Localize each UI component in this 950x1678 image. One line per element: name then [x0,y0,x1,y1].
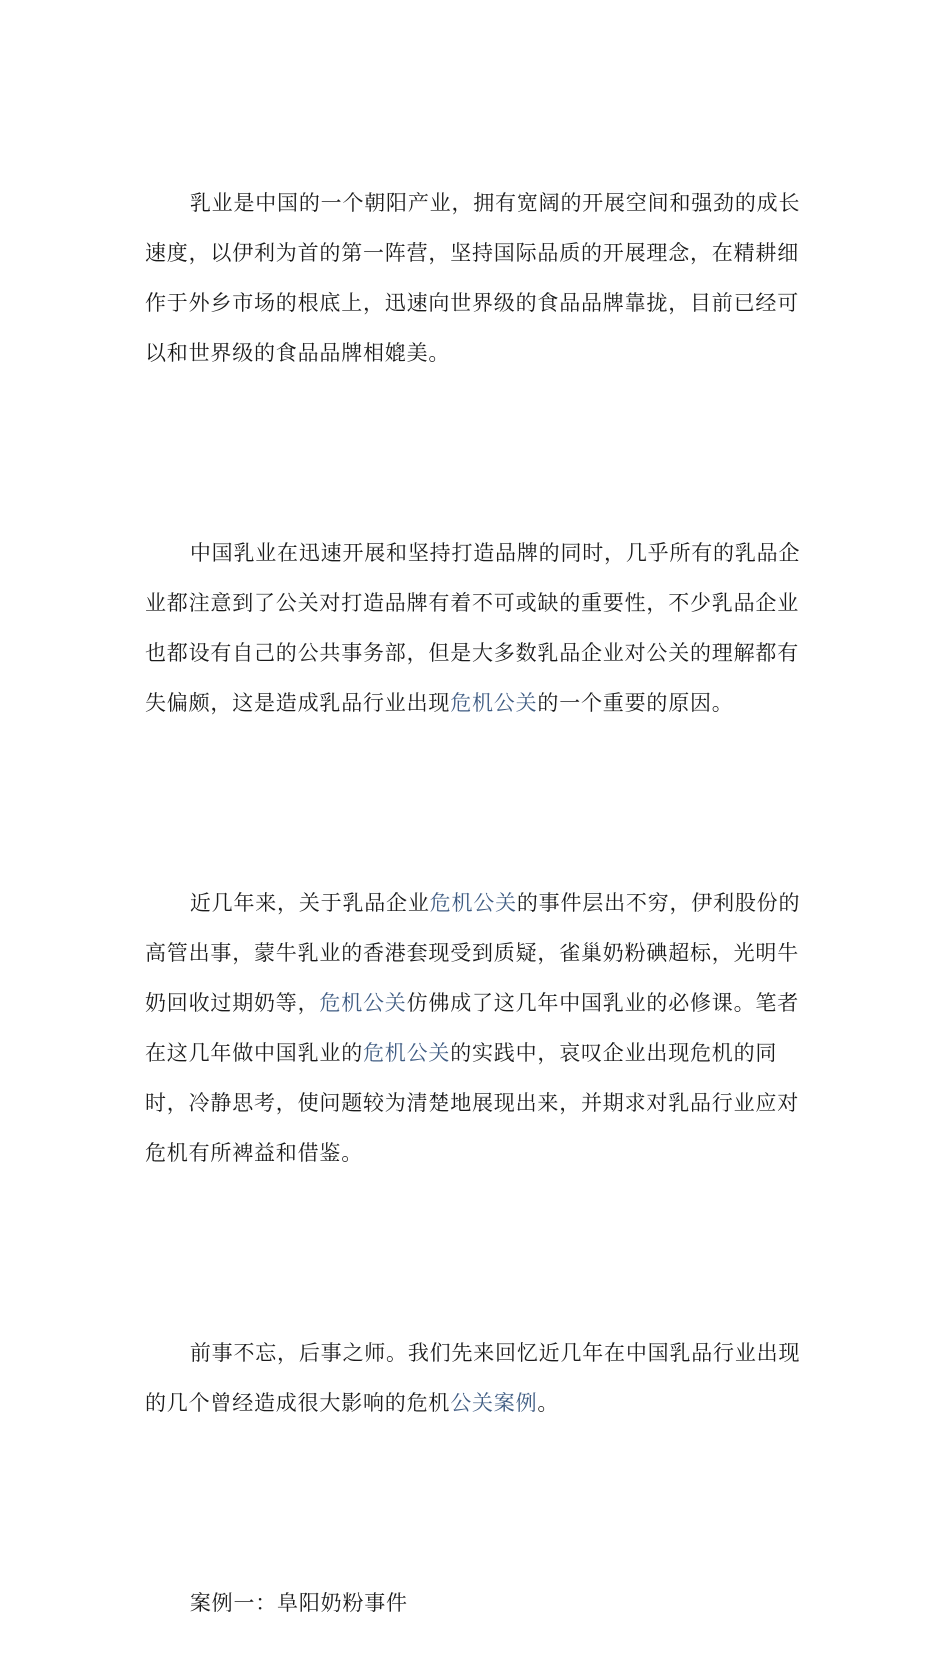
text-segment: 前事不忘，后事之师。我们先来回忆近几年在中国乳品行业出现的几个曾经造成很大影响的危机 [145,1341,801,1415]
text-segment: 仿佛成了这几年中国乳业的必修课。笔者在这几年做中国乳业的 [145,991,800,1065]
paragraph-gap [145,1478,810,1528]
paragraph-pr-importance [145,478,810,778]
case-heading [145,1528,810,1678]
crisis-pr-link[interactable]: 危机公关 [363,1041,451,1065]
text-segment: 近几年来，关于乳品企业 [189,891,430,915]
text-segment: 的事件层出不穷，伊利股份的高管出事，蒙牛乳业的香港套现受到质疑，雀巢奶粉碘超标，光明牛奶回收过期奶等， [145,891,801,1015]
text-segment: 的实践中，哀叹企业出现危机的同时，冷静思考，使问题较为清楚地展现出来，并期求对乳品行业应对危机有所裨益和借鉴。 [145,1041,799,1165]
document-body [145,128,810,1678]
text-segment: 中国乳业在迅速开展和坚持打造品牌的同时，几乎所有的乳品企业都注意到了公关对打造品牌有着不可或缺的重要性，不少乳品企业也都设有自己的公共事务部，但是大多数乳品企业对公关的理解都有失偏颇，这是造成乳品行业出现 [145,541,801,715]
pr-case-link[interactable]: 公关案例 [450,1391,538,1415]
crisis-pr-link[interactable]: 危机公关 [319,991,407,1015]
paragraph-lessons [145,1278,810,1478]
paragraph-gap [145,428,810,478]
paragraph-gap [145,1228,810,1278]
paragraph-recent-events [145,828,810,1228]
crisis-pr-link[interactable]: 危机公关 [450,691,538,715]
text-segment: 。 [537,1391,560,1415]
paragraph-intro [145,128,810,428]
text-segment: 的一个重要的原因。 [537,691,734,715]
paragraph-gap [145,778,810,828]
text-segment: 乳业是中国的一个朝阳产业，拥有宽阔的开展空间和强劲的成长速度，以伊利为首的第一阵营，坚持国际品质的开展理念，在精耕细作于外乡市场的根底上，迅速向世界级的食品品牌靠拢，目前已经可以和世界级的食品品牌相媲美。 [145,191,801,365]
text-segment: 案例一：阜阳奶粉事件 [189,1591,408,1615]
crisis-pr-link[interactable]: 危机公关 [429,891,517,915]
